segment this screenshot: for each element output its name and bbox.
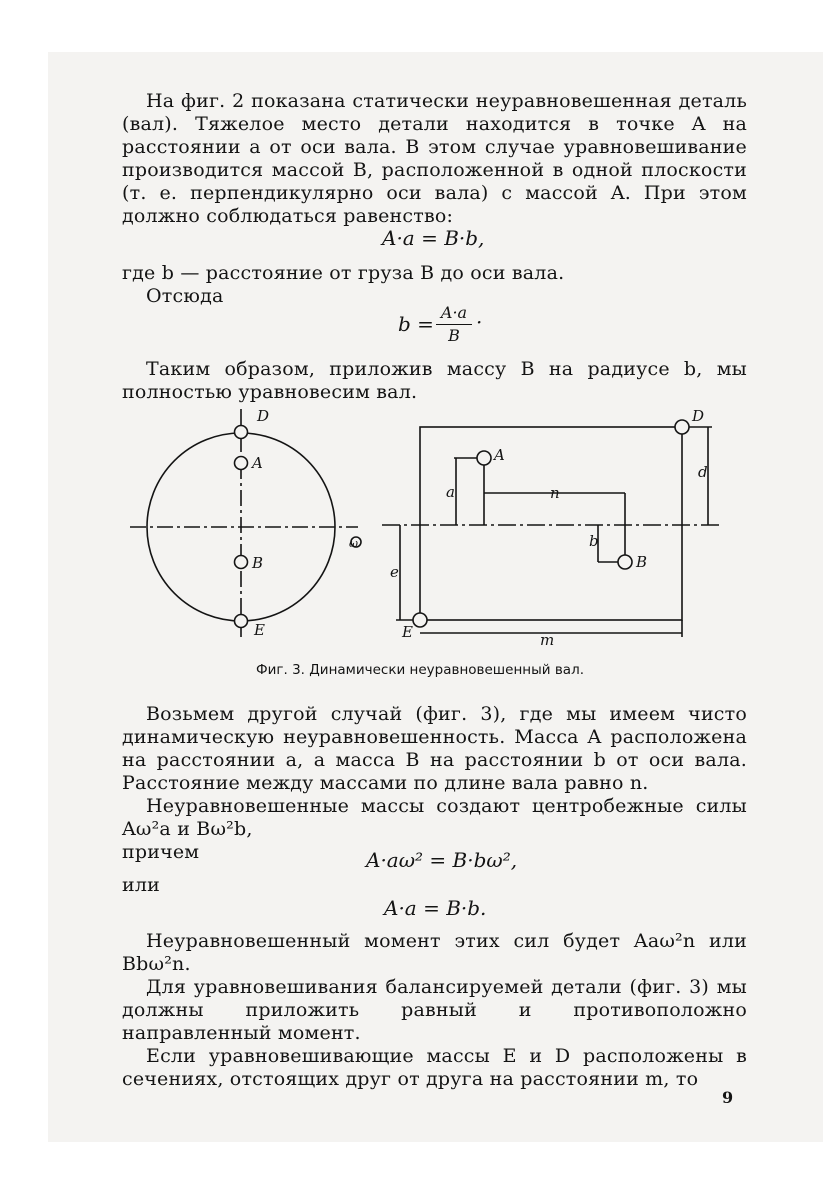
paragraph-intro [122, 90, 747, 228]
label-d-left: D [257, 407, 270, 425]
label-a-right: A [494, 446, 505, 464]
paragraph-10: Для уравновешивания балансируемей детали (фиг. 3) мы должны приложить равный и противоположно направленный момент. [122, 976, 747, 1044]
formula-centrifugal: A·aω² = B·bω², [366, 848, 518, 872]
paragraph-where [122, 262, 747, 308]
figure-caption: Фиг. 3. Динамически неуравновешенный вал. [256, 662, 584, 678]
paragraph-3: Отсюда [146, 285, 224, 307]
mass-b-left [235, 556, 248, 569]
label-e-right: E [402, 623, 413, 641]
paragraph-dynamic [122, 703, 747, 864]
fraction-denominator: B [448, 326, 460, 345]
shaft-side-view [420, 427, 682, 620]
mass-e-left [235, 615, 248, 628]
mass-e-right [413, 613, 427, 627]
label-m-dimension: m [540, 631, 555, 649]
fraction-numerator: A·a [440, 303, 468, 322]
paragraph-5: Возьмем другой случай (фиг. 3), где мы имеем чисто динамическую неуравновешенность. Масса A расположена на расстоянии a, а масса B на расстоянии b от оси вала. Расстояние между массами по длине вала равно n. [122, 703, 747, 794]
paragraph-9: Неуравновешенный момент этих сил будет Aaω²n или Bbω²n. [122, 930, 747, 975]
label-e-dimension: e [390, 563, 399, 581]
mass-b-right [618, 555, 632, 569]
label-d-dimension: d [698, 463, 708, 481]
label-omega: ω [349, 537, 358, 550]
formula-equality-2: A·a = B·b. [384, 896, 487, 920]
figure-3-diagram [120, 405, 730, 655]
paragraph-conclusion [122, 358, 747, 404]
paragraph-4: Таким образом, приложив массу B на радиусе b, мы полностью уравновесим вал. [122, 358, 747, 403]
label-b-right: B [636, 553, 648, 571]
paragraph-moment [122, 930, 747, 1091]
label-a-dimension: a [446, 483, 455, 501]
fraction-end: · [476, 310, 483, 334]
paragraph-11: Если уравновешивающие массы E и D расположены в сечениях, отстоящих друг от друга на расстоянии m, то [122, 1045, 747, 1090]
paragraph-2: где b — расстояние от груза B до оси вала. [122, 262, 565, 284]
label-a-left: A [252, 454, 263, 472]
paragraph-8: или [122, 874, 160, 896]
page-number: 9 [722, 1088, 734, 1107]
fraction-bar [436, 324, 472, 325]
paragraph-1: На фиг. 2 показана статически неуравновешенная деталь (вал). Тяжелое место детали находится в точке A на расстоянии a от оси вала. В этом случае уравновешивание производится массой B, расположенной в одной плоскости (т. е. перпендикулярно оси вала) с массой A. При этом должно соблюдаться равенство: [122, 90, 747, 227]
mass-a-right [477, 451, 491, 465]
label-d-right: D [692, 407, 705, 425]
paragraph-7: причем [122, 841, 200, 863]
paragraph-or [122, 874, 747, 897]
label-b-left: B [252, 554, 264, 572]
fraction-lhs: b = [398, 312, 434, 336]
formula-equality: A·a = B·b, [382, 226, 485, 250]
label-n: n [550, 484, 560, 502]
mass-d-right [675, 420, 689, 434]
mass-a-left [235, 457, 248, 470]
label-b-dimension: b [589, 532, 599, 550]
paragraph-6: Неуравновешенные массы создают центробежные силы Aω²a и Bω²b, [122, 795, 747, 840]
mass-d-left [235, 426, 248, 439]
label-e-left: E [254, 621, 265, 639]
